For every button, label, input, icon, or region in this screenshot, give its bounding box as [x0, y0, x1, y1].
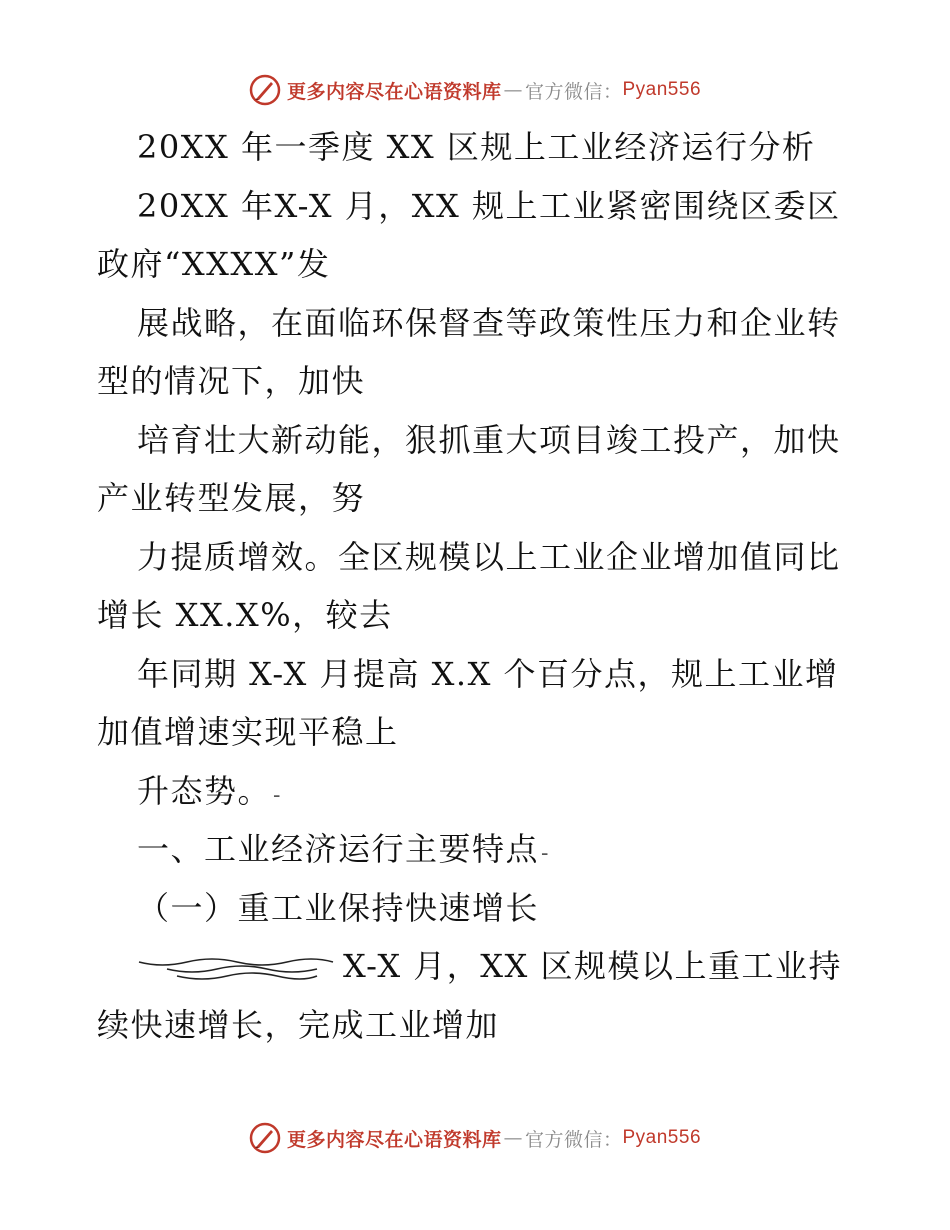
paragraph-line: 20XX 年X-X 月，XX 规上工业紧密围绕区委区: [137, 186, 841, 225]
watermark-wechat-label: 官方微信：: [524, 1128, 623, 1151]
paragraph-line: 年同期 X-X 月提高 X.X 个百分点，规上工业增: [137, 654, 839, 693]
watermark-banner-bottom: [0, 1118, 950, 1158]
watermark-wechat-id: Pyan556: [622, 79, 702, 100]
paragraph-line: [97, 937, 857, 996]
paragraph-line: 力提质增效。全区规模以上工业企业增加值同比: [137, 537, 841, 576]
document-body: [97, 118, 857, 1054]
watermark-wechat-label: 官方微信：: [524, 80, 623, 103]
wavy-line-mark-icon: [137, 954, 337, 984]
subsection-heading: （一）重工业保持快速增长: [137, 888, 540, 927]
watermark-text: 更多内容尽在心语资料库: [286, 1128, 502, 1151]
paragraph-line: 型的情况下，加快: [97, 362, 366, 400]
paragraph-line: 产业转型发展，努: [97, 479, 366, 517]
paragraph-mark: -: [541, 841, 550, 866]
watermark-separator: —: [503, 1127, 523, 1149]
paragraph-line: 政府“XXXX”发: [97, 245, 331, 283]
watermark-banner-top: [0, 70, 950, 110]
feather-pen-icon: [249, 74, 281, 106]
paragraph-line: 展战略，在面临环保督查等政策性压力和企业转: [137, 303, 841, 342]
paragraph-text: 升态势。: [137, 771, 272, 810]
paragraph-line: 加值增速实现平稳上: [97, 713, 399, 751]
section-heading-text: 一、工业经济运行主要特点: [137, 830, 540, 868]
paragraph-line: 续快速增长，完成工业增加: [97, 1005, 500, 1044]
paragraph-line: 增长 XX.X%，较去: [97, 596, 393, 634]
document-title: 20XX 年一季度 XX 区规上工业经济运行分析: [137, 128, 816, 166]
paragraph-line-end: [97, 762, 857, 821]
feather-pen-icon: [249, 1122, 281, 1154]
paragraph-text: X-X 月，XX 区规模以上重工业持: [343, 947, 843, 985]
paragraph-line: 培育壮大新动能，狠抓重大项目竣工投产，加快: [137, 420, 841, 459]
watermark-wechat-id: Pyan556: [622, 1127, 702, 1148]
watermark-text: 更多内容尽在心语资料库: [286, 80, 502, 103]
watermark-separator: —: [503, 79, 523, 101]
paragraph-mark: -: [273, 782, 282, 808]
section-heading: [97, 820, 857, 879]
